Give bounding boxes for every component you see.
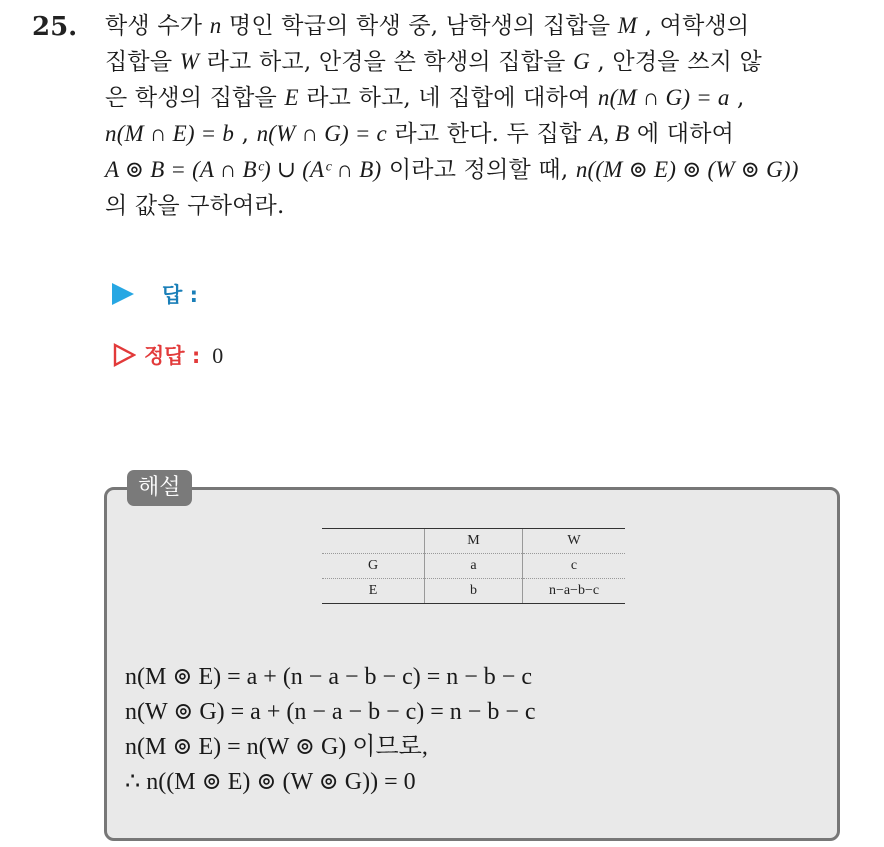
table-cell: G [322,554,425,579]
math-expr: n(W ∩ G) = c [256,121,387,146]
solution-lines [125,660,536,800]
math-var: n [209,13,222,38]
solution-line: n(M ⊚ E) = a + (n − a − b − c) = n − b − c [125,664,532,690]
table-cell: b [425,579,523,604]
math-expr: A, B [588,121,630,146]
outline-triangle-icon [112,343,136,367]
text-segment: , [234,121,257,147]
math-var: G [573,49,590,74]
table-header-row [322,529,625,554]
math-expr: A ⊚ B = (A ∩ Bᶜ) ∪ (Aᶜ ∩ B) [105,157,382,182]
question-line [105,116,875,152]
correct-answer-row [112,340,223,372]
solution-line: ∴ n((M ⊚ E) ⊚ (W ⊚ G)) = 0 [125,769,416,795]
text-segment: 집합을 [105,49,180,75]
table-cell: E [322,579,425,604]
text-segment: 에 대하여 [629,121,735,147]
text-segment: 이라고 정의할 때, [381,157,576,183]
question-line [105,188,875,224]
question-line [105,8,875,44]
table-cell: n−a−b−c [523,579,626,604]
text-segment: , 여학생의 [637,13,750,39]
question-line [105,44,875,80]
math-expr: n(M ∩ G) = a [597,85,730,110]
math-var: W [179,49,200,74]
text-segment: 명인 학급의 학생 중, 남학생의 집합을 [221,13,618,39]
math-expr: n(M ∩ E) = b [105,121,235,146]
table-row [322,579,625,604]
correct-answer-label: 정답 : [144,344,201,368]
question-number: 25. [32,12,78,42]
text-segment: 의 값을 구하여라. [105,193,285,219]
table-cell: M [425,529,523,554]
solution-line: n(M ⊚ E) = n(W ⊚ G) 이므로, [125,734,428,760]
math-var: E [284,85,299,110]
text-segment: 학생 수가 [105,13,210,39]
table-cell: a [425,554,523,579]
table-cell [322,529,425,554]
filled-triangle-icon [112,283,134,305]
question-line [105,152,875,188]
text-segment: 라고 하고, 안경을 쓴 학생의 집합을 [199,49,574,75]
text-segment: , [729,85,745,111]
table-row [322,554,625,579]
solution-table [322,528,625,604]
text-segment: 라고 한다. 두 집합 [386,121,589,147]
table-cell: c [523,554,626,579]
math-expr: n((M ⊚ E) ⊚ (W ⊚ G)) [575,157,799,182]
correct-answer-value: 0 [212,343,224,368]
solution-line: n(W ⊚ G) = a + (n − a − b − c) = n − b − c [125,699,536,725]
answer-row [112,280,198,310]
answer-label: 답 : [162,283,198,307]
text-segment: 라고 하고, 네 집합에 대하여 [298,85,598,111]
text-segment: 은 학생의 집합을 [105,85,285,111]
math-var: M [617,13,638,38]
question-line [105,80,875,116]
solution-tab: 해설 [127,470,192,506]
text-segment: , 안경을 쓰지 않 [589,49,762,75]
question-text [105,8,875,224]
table-cell: W [523,529,626,554]
